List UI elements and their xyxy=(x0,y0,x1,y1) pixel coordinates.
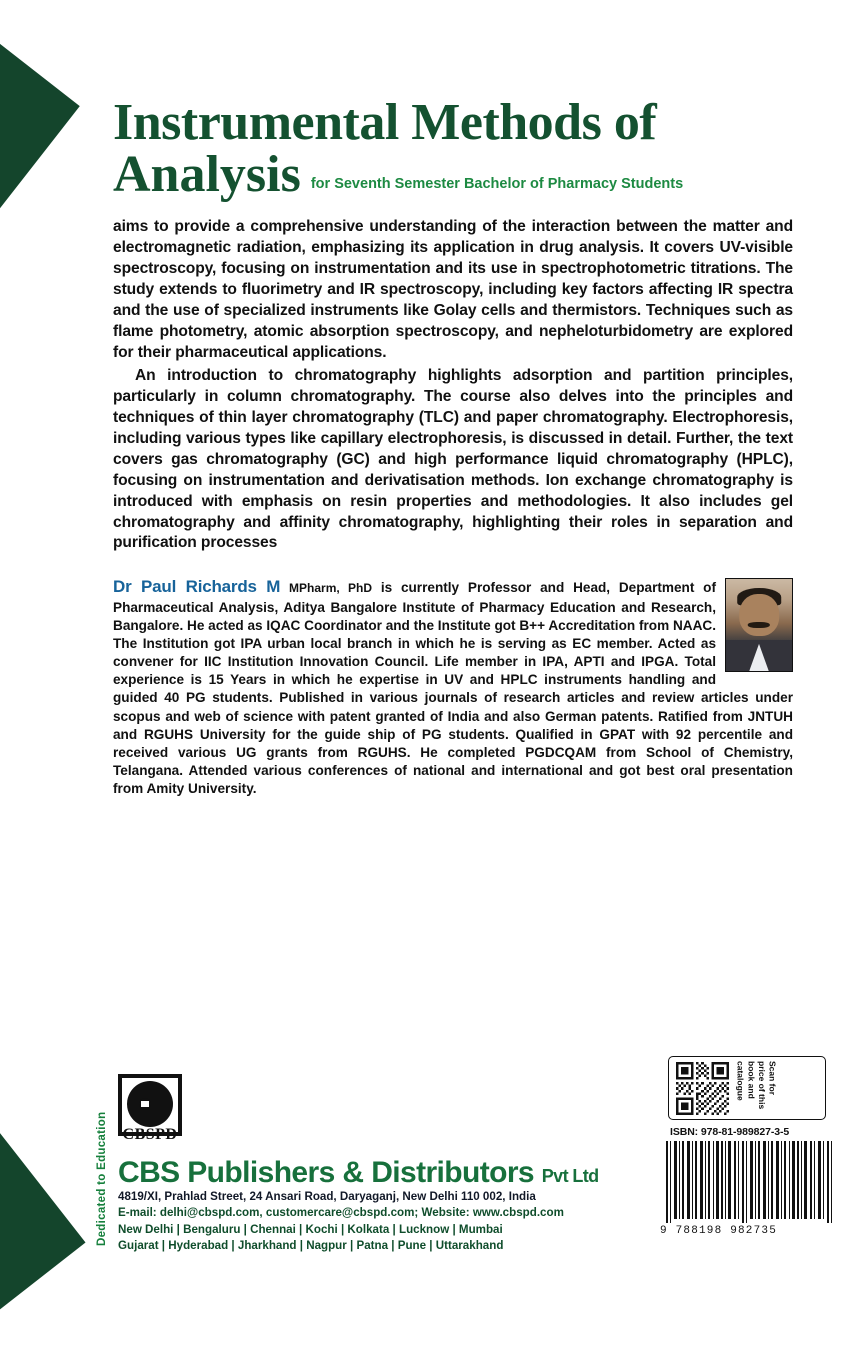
publisher-street-address: 4819/XI, Prahlad Street, 24 Ansari Road, Daryaganj, New Delhi 110 002, India xyxy=(118,1190,536,1203)
dedicated-tagline: Dedicated to Education xyxy=(96,1111,108,1246)
blurb-paragraph-1: aims to provide a comprehensive understanding of the interaction between the matter and electromagnetic radiation, emphasizing its application in drug analysis. It covers UV-visible spectroscopy, focusing on instrumentation and its use in spectrophotometric titrations. The study extends to fluorimetry and IR spectroscopy, including key factors affecting IR spectra and the use of specialized instruments like Golay cells and thermistors. Techniques such as flame photometry, atomic absorption spectroscopy, and nepheloturbidometry are explored for their pharmaceutical applications. xyxy=(113,217,793,361)
publisher-contact: E-mail: delhi@cbspd.com, customercare@cbspd.com; Website: www.cbspd.com xyxy=(118,1206,564,1220)
author-photo xyxy=(725,578,793,672)
publisher-name-suffix: Pvt Ltd xyxy=(541,1166,599,1186)
publisher-branches-line-1: New Delhi | Bengaluru | Chennai | Kochi | Kolkata | Lucknow | Mumbai xyxy=(118,1222,503,1236)
publisher-address-lines xyxy=(118,1189,648,1255)
publisher-name-main: CBS Publishers & Distributors xyxy=(118,1156,535,1189)
author-bio xyxy=(113,576,793,797)
publisher-branches-line-2: Gujarat | Hyderabad | Jharkhand | Nagpur | Patna | Pune | Uttarakhand xyxy=(118,1239,504,1253)
logo-wordmark: CBSPD xyxy=(122,1126,178,1143)
publisher-name xyxy=(118,1156,599,1190)
cbspd-logo xyxy=(118,1074,186,1154)
gold-stripe xyxy=(0,68,70,300)
ean-barcode xyxy=(664,1141,840,1223)
qr-code-box[interactable] xyxy=(668,1056,826,1120)
qr-code-icon[interactable] xyxy=(676,1062,729,1115)
mid-green-band xyxy=(0,50,80,300)
author-bio-text: is currently Professor and Head, Department of Pharmaceutical Analysis, Aditya Bangalore Institute of Pharmacy Education and Research, Bangalore. He acted as IQAC Coordinator and the Institute got B++ Accreditation from NAAC. The Institution got IPA urban local branch in which he is serving as EC member. Acted as convener for IIC Institution Innovation Council. Life member in IPA, APTI and IPGA. Total experience is 15 Years in which he expertise in UV and HPLC instruments handling and guided 40 PG students. Published in various journals of research articles and review articles under scopus and web of science with patent granted of India and also German patents. Ratified from JNTUH and RGUHS University for the guide ship of PG students. Qualified in GPAT with 92 percentile and received various UG grants from RGUHS. He completed PGDCQAM from School of Chemistry, Telangana. Attended various conferences of national and international and got best oral presentation from Amity University. xyxy=(113,580,793,796)
isbn-label: ISBN: 978-81-989827-3-5 xyxy=(670,1126,790,1138)
title-line-2-row xyxy=(113,145,793,203)
book-title-line-2: Analysis xyxy=(113,145,301,203)
book-title-line-1: Instrumental Methods of xyxy=(113,94,657,151)
author-degrees: MPharm, PhD xyxy=(289,581,373,596)
book-subtitle: for Seventh Semester Bachelor of Pharmacy Students xyxy=(310,175,684,192)
portrait-face xyxy=(739,594,779,636)
cover-content xyxy=(113,0,793,798)
barcode-digits: 9 788198 982735 xyxy=(660,1225,778,1237)
crescent-moon-icon xyxy=(125,1079,175,1129)
dark-green-band xyxy=(0,0,80,300)
blurb-paragraph-2: An introduction to chromatography highlights adsorption and partition principles, particularly in column chromatography. The course also delves into the principles and techniques of thin layer chromatography (TLC) and paper chromatography. Electrophoresis, including various types like capillary electrophoresis, is discussed in detail. Further, the text covers gas chromatography (GC) and high performance liquid chromatography (HPLC), focusing on instrumentation and derivatisation methods. Ion exchange chromatography is introduced with emphasis on resin properties and methodologies. It also includes gel chromatography and affinity chromatography, highlighting their roles in separation and purification processes xyxy=(113,366,793,552)
qr-caption: Scan for price of this book and catalogue xyxy=(735,1061,778,1110)
title-block xyxy=(113,0,793,201)
author-name: Dr Paul Richards M xyxy=(113,577,281,597)
mid-green-band-lower xyxy=(0,128,80,300)
